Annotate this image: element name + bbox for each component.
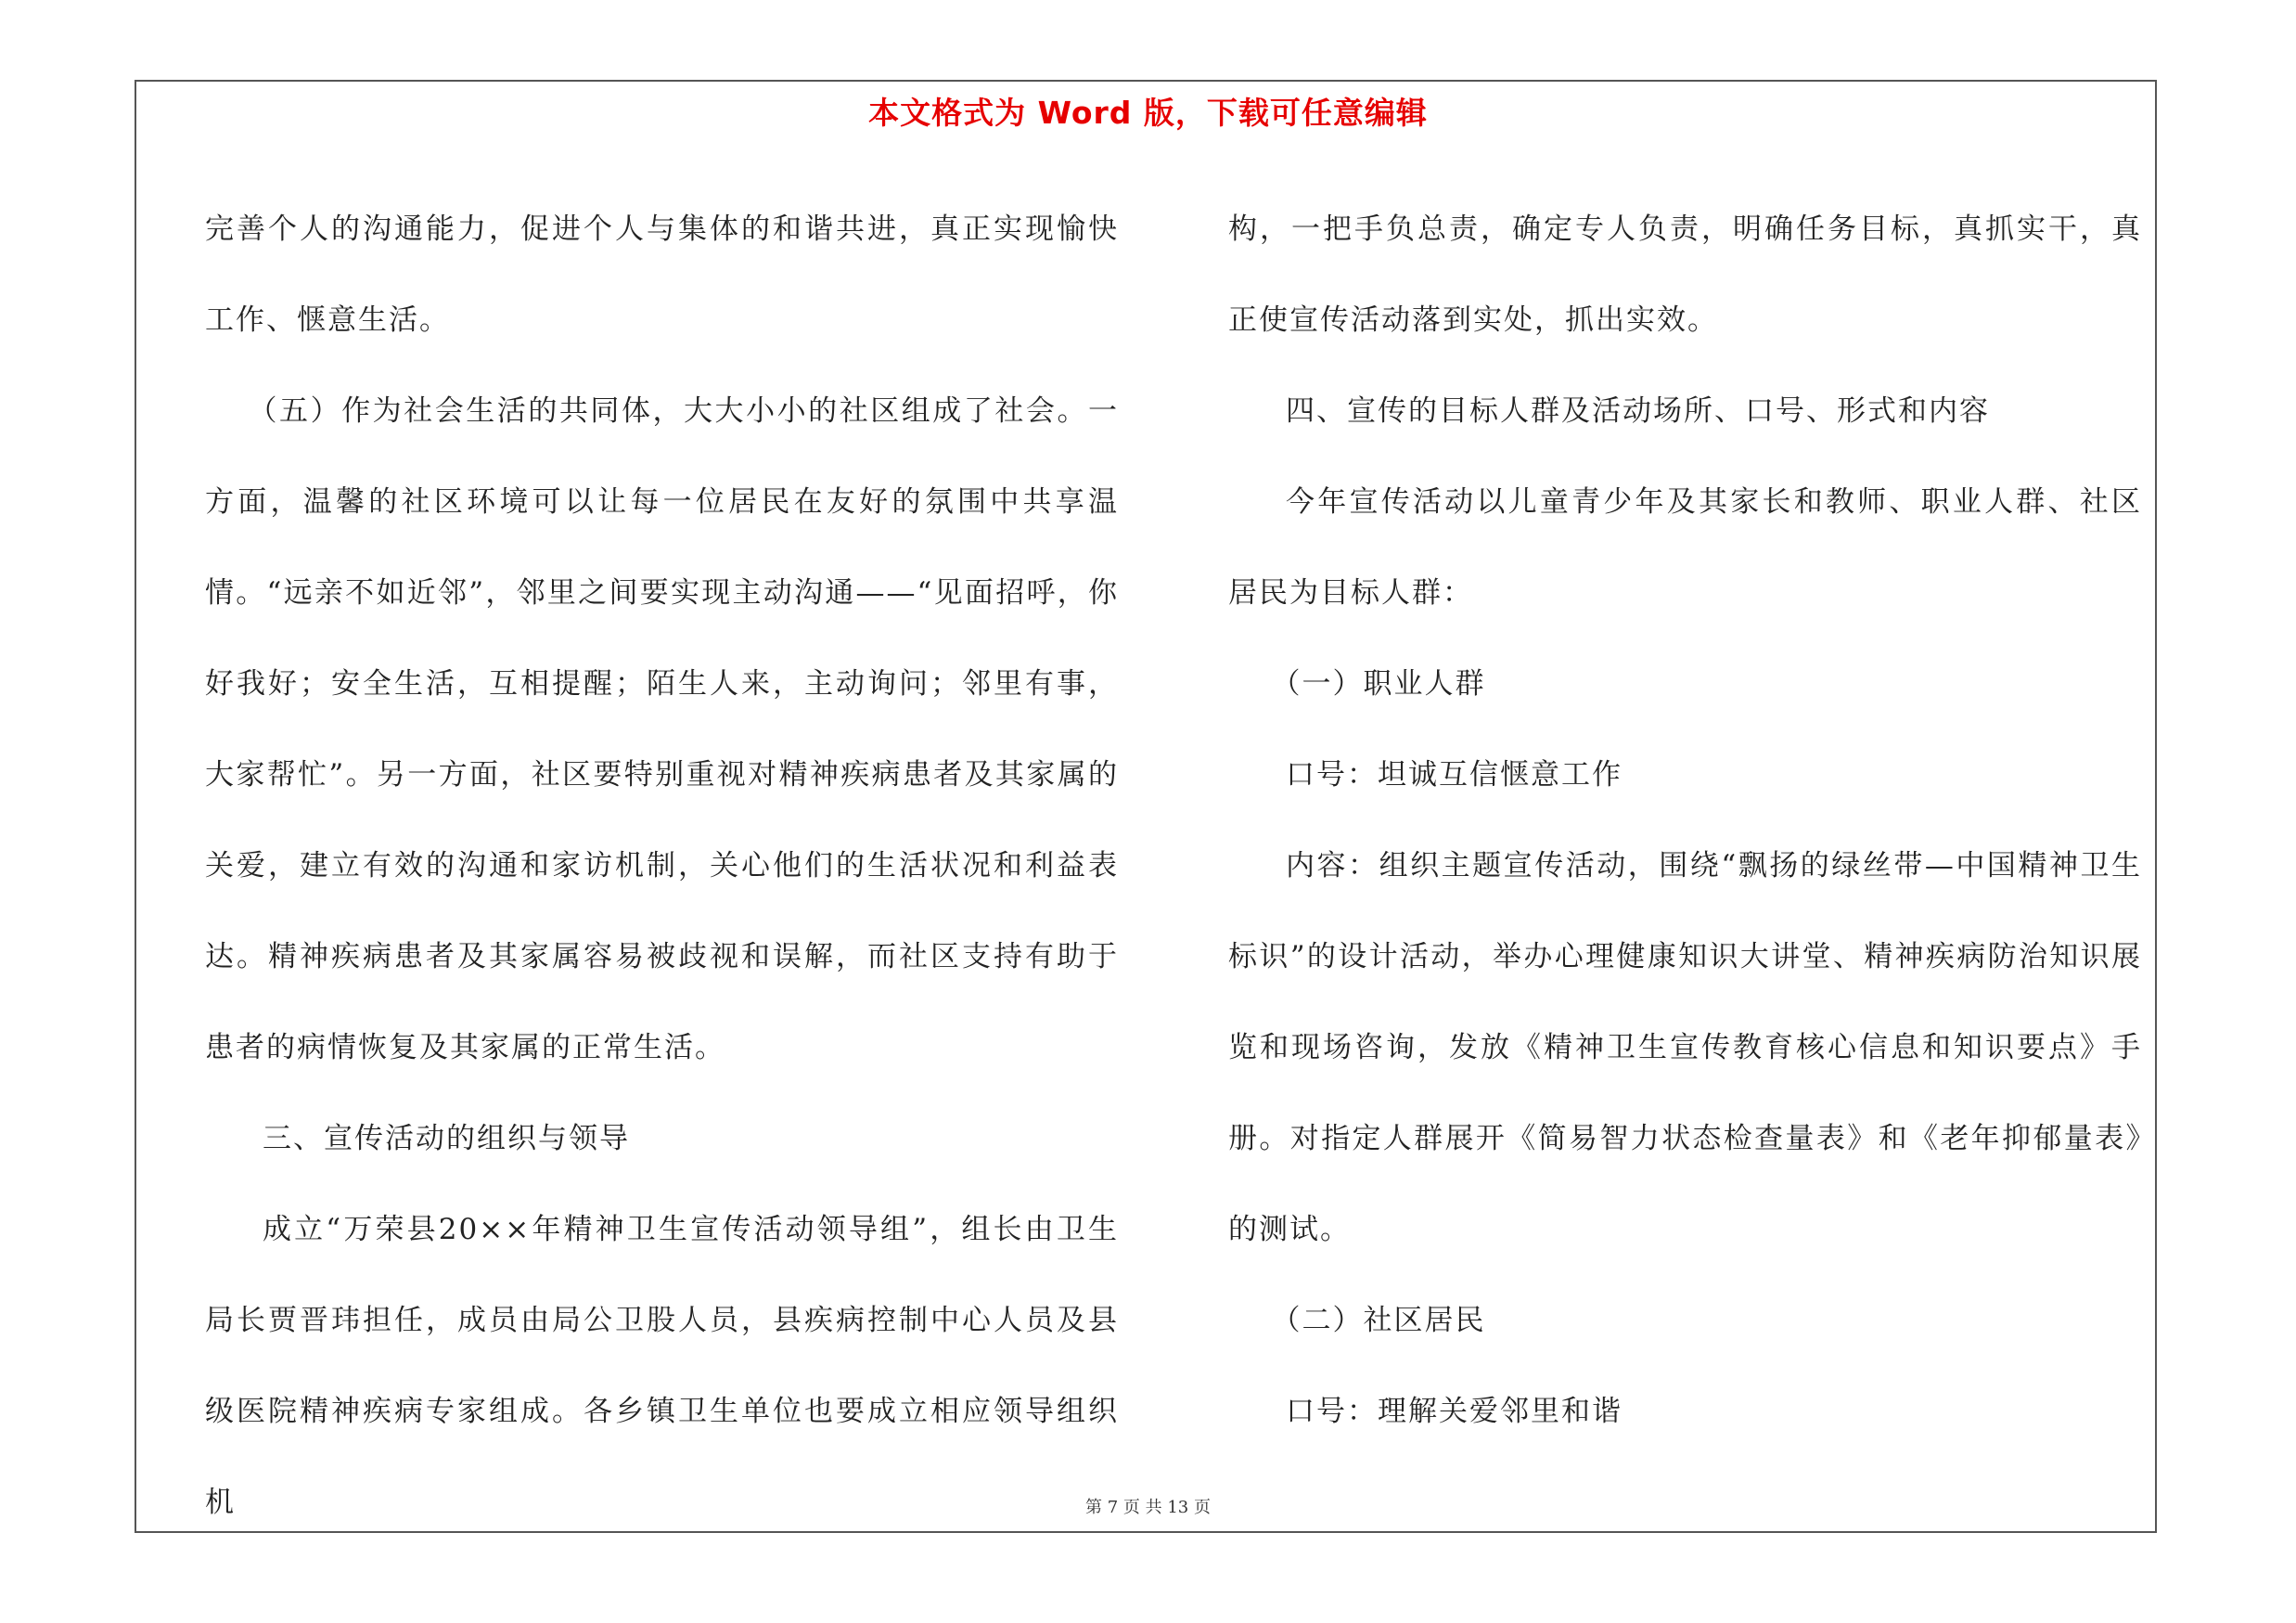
paragraph: 今年宣传活动以儿童青少年及其家长和教师、职业人群、社区居民为目标人群： xyxy=(1228,485,2142,610)
paragraph: 内容：组织主题宣传活动，围绕“飘扬的绿丝带—中国精神卫生标识”的设计活动，举办心理健康知识大讲堂、精神疾病防治知识展览和现场咨询，发放《精神卫生宣传教育核心信息和知识要点》手册。对指定人群展开《简易智力状态检查量表》和《老年抑郁量表》的测试。 xyxy=(1228,849,2142,1246)
format-banner: 本文格式为 Word 版，下载可任意编辑 xyxy=(868,95,1428,131)
page-number: 第 7 页 共 13 页 xyxy=(1085,1498,1211,1517)
paragraph: （五）作为社会生活的共同体，大大小小的社区组成了社会。一方面，温馨的社区环境可以让每一位居民在友好的氛围中共享温情。“远亲不如近邻”，邻里之间要实现主动沟通——“见面招呼，你好我好；安全生活，互相提醒；陌生人来，主动询问；邻里有事，大家帮忙”。另一方面，社区要特别重视对精神疾病患者及其家属的关爱，建立有效的沟通和家访机制，关心他们的生活状况和利益表达。精神疾病患者及其家属容易被歧视和误解，而社区支持有助于患者的病情恢复及其家属的正常生活。 xyxy=(205,394,1119,1064)
paragraph: 构，一把手负总责，确定专人负责，明确任务目标，真抓实干，真正使宣传活动落到实处，抓出实效。 xyxy=(1228,213,2142,337)
subsection-heading: （二）社区居民 xyxy=(1271,1304,1486,1337)
section-heading: 四、宣传的目标人群及活动场所、口号、形式和内容 xyxy=(1286,394,1990,428)
slogan-line: 口号：理解关爱邻里和谐 xyxy=(1286,1395,1623,1428)
left-column xyxy=(205,184,1119,1548)
section-heading: 三、宣传活动的组织与领导 xyxy=(263,1122,630,1155)
paragraph: 完善个人的沟通能力，促进个人与集体的和谐共进，真正实现愉快工作、惬意生活。 xyxy=(205,213,1119,337)
subsection-heading: （一）职业人群 xyxy=(1271,667,1486,701)
paragraph: 成立“万荣县20××年精神卫生宣传活动领导组”，组长由卫生局长贾晋玮担任，成员由局公卫股人员，县疾病控制中心人员及县级医院精神疾病专家组成。各乡镇卫生单位也要成立相应领导组织机 xyxy=(205,1213,1119,1519)
slogan-line: 口号：坦诚互信惬意工作 xyxy=(1286,758,1623,792)
right-column xyxy=(1228,184,2142,1457)
